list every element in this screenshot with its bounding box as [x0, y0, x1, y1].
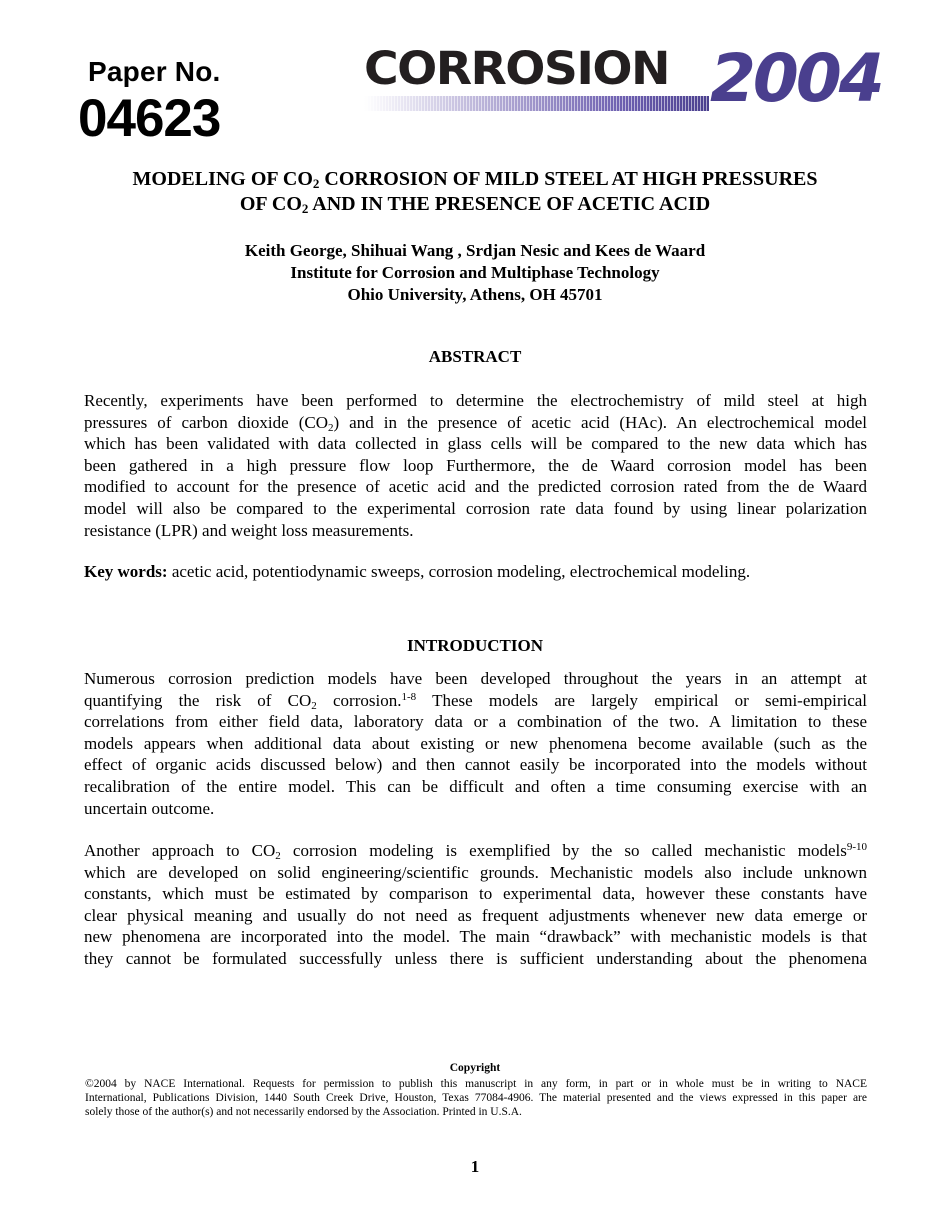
logo-year: 2004	[710, 40, 882, 117]
author-institute: Institute for Corrosion and Multiphase Technology	[290, 263, 660, 282]
author-address: Ohio University, Athens, OH 45701	[347, 285, 603, 304]
author-block	[60, 240, 890, 306]
introduction-paragraph-1: Numerous corrosion prediction models have been developed throughout the years in an attempt at quantifying the risk of $CO_2$ corrosion.$^{1-8}$ These models are largely empirical or semi-empirical correlations from either field data, laboratory data or a combination of the two. A limitation to these models appears when additional data about existing or new phenomena become available (such as the effect of organic acids discussed below) and then cannot easily be incorporated into the models without recalibration of the entire model. This can be difficult and often a time consuming exercise with an uncertain outcome.	[84, 669, 868, 818]
logo-gradient-bar	[364, 96, 709, 111]
keywords-label: Key words:	[84, 562, 168, 581]
introduction-paragraph-2: Another approach to $CO_2$ corrosion modeling is exemplified by the so called mechanistic models$^{9-10}$ which are developed on solid engineering/scientific grounds. Mechanistic models also include unknown constants, which must be estimated by comparison to experimental data, however these constants have clear physical meaning and usually do not need as frequent adjustments whenever new data emerge or new phenomena are incorporated into the model. The main “drawback” with mechanistic models is that they cannot be formulated successfully unless there is sufficient understanding about the phenomena	[84, 841, 868, 968]
copyright-notice: ©2004 by NACE International. Requests for permission to publish this manuscript in any form, in part or in whole must be in writing to NACE International, Publications Division, 1440 South Creek Drive, Houston, Texas 77084-4906. The material presented and the views expressed in this paper are solely those of the author(s) and not necessarily endorsed by the Association. Printed in U.S.A.	[85, 1078, 867, 1118]
corrosion-2004-logo	[364, 40, 882, 120]
author-names: Keith George, Shihuai Wang , Srdjan Nesic and Kees de Waard	[244, 241, 706, 260]
abstract-heading: ABSTRACT	[428, 347, 522, 366]
introduction-heading: INTRODUCTION	[406, 636, 544, 655]
paper-number-label: Paper No.	[88, 56, 221, 87]
keywords-line: Key words: acetic acid, potentiodynamic sweeps, corrosion modeling, electrochemical modeling.	[84, 562, 751, 581]
paper-number: 04623	[78, 89, 221, 148]
paper-title-line-2: OF $CO_2$ AND IN THE PRESENCE OF ACETIC ACID	[239, 193, 711, 216]
copyright-heading: Copyright	[449, 1062, 501, 1074]
paper-title-line-1: MODELING OF $CO_2$ CORROSION OF MILD STEEL AT HIGH PRESSURES	[132, 168, 818, 191]
abstract-paragraph: Recently, experiments have been performed to determine the electrochemistry of mild steel at high pressures of carbon dioxide $(CO_2)$ and in the presence of acetic acid (HAc). An electrochemical model which has been validated with data collected in glass cells will be compared to the new data which has been gathered in a high pressure flow loop Furthermore, the de Waard corrosion model has been modified to account for the presence of acetic acid and the predicted corrosion rated from the de Waard model will also be compared to the experimental corrosion rate data found by using linear polarization resistance (LPR) and weight loss measurements.	[84, 391, 867, 540]
logo-word: CORROSION	[364, 42, 669, 95]
page-number: 1	[470, 1157, 480, 1176]
